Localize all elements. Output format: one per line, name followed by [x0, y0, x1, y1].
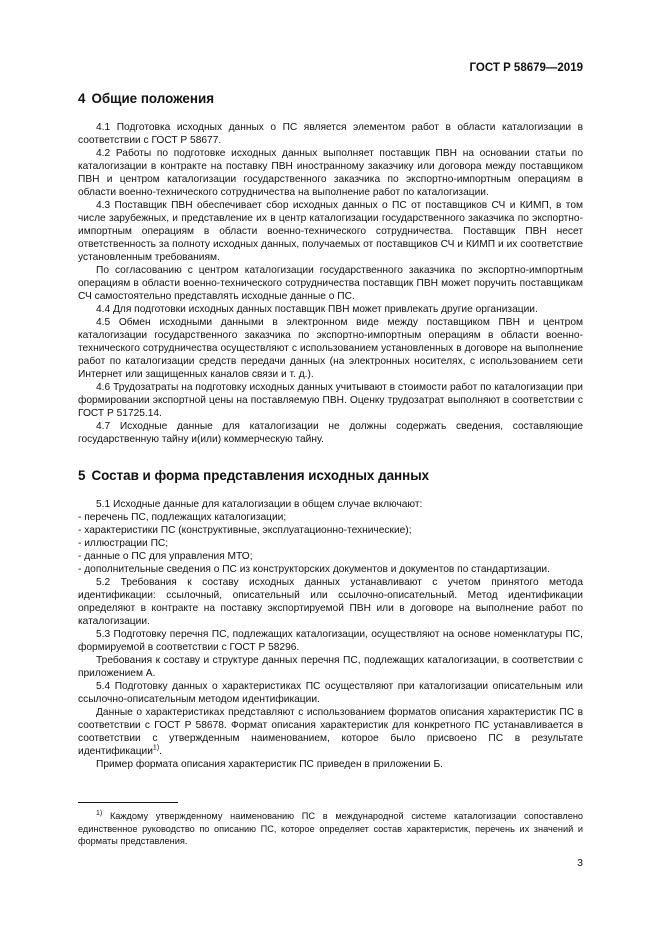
paragraph: 5.1 Исходные данные для каталогизации в общем случае включают: — [96, 499, 423, 510]
paragraph: 4.5 Обмен исходными данными в электронном виде между поставщиком ПВН и центром каталогизации государственного заказчика по экспортно-импортным операциям в области военно-технического сотрудничества осуществляют с использованием установленных в договоре на выполнение работ по каталогизации средств передачи данных (на электронных носителях, с использованием сети Интернет или защищенных каналов связи и т. д.). — [78, 317, 583, 380]
section-4-body — [78, 121, 583, 446]
list-item: - иллюстрации ПС; — [78, 538, 169, 549]
paragraph: 4.1 Подготовка исходных данных о ПС является элементом работ в области каталогизации в соответствии с ГОСТ Р 58677. — [78, 122, 583, 146]
paragraph: 4.3 Поставщик ПВН обеспечивает сбор исходных данных о ПС от поставщиков СЧ и КИМП, в том числе зарубежных, и представление их в центр каталогизации государственного заказчика по экспортно-импортным операциям в области военно-технического сотрудничества. Поставщик ПВН несет ответственность за полноту исходных данных, получаемых от поставщиков СЧ и КИМП и их соответствие установленным требованиям. — [78, 200, 583, 263]
paragraph: 5.3 Подготовку перечня ПС, подлежащих каталогизации, осуществляют на основе номенклатуры ПС, формируемой в соответствии с ГОСТ Р 58296. — [78, 629, 583, 653]
paragraph: 4.6 Трудозатраты на подготовку исходных данных учитывают в стоимости работ по каталогизации при формировании экспортной цены на поставляемую ПВН. Оценку трудозатрат выполняют в соответствии с ГОСТ Р 51725.14. — [78, 382, 583, 419]
paragraph: Требования к составу и структуре данных перечня ПС, подлежащих каталогизации, в соответствии с приложением А. — [78, 655, 583, 679]
paragraph: 5.2 Требования к составу исходных данных устанавливают с учетом принятого метода идентификации: ссылочный, описательный или ссылочно-описательный. Метод идентификации определяют в контракте на поставку экспортируемой ПВН или в договоре на выполнение работ по каталогизации. — [78, 577, 583, 627]
paragraph: 5.4 Подготовку данных о характеристиках ПС осуществляют при каталогизации описательным или ссылочно-описательным методом идентификации. — [78, 681, 583, 705]
paragraph: 4.7 Исходные данные для каталогизации не должны содержать сведения, составляющие государственную тайну и(или) коммерческую тайну. — [78, 421, 583, 445]
paragraph-text: Данные о характеристиках представляют с использованием форматов описания характеристик ПС в соответствии с ГОСТ Р 58678. Формат описания характеристик для конкретного ПС устанавливается в соответствии с утвержденным наименованием, которое было присвоено ПС в результате идентификации — [78, 707, 583, 757]
footnote-text: Каждому утвержденному наименованию ПС в международной системе каталогизации сопоставлено единственное руководство по описанию ПС, которое определяет состав характеристик, перечень их значений и форматы представления. — [78, 811, 583, 846]
list-item: - дополнительные сведения о ПС из конструкторских документов и документов по стандартизации. — [78, 564, 550, 575]
section-4-heading — [78, 90, 583, 107]
section-5-title: Состав и форма представления исходных данных — [91, 468, 430, 483]
page-number: 3 — [577, 857, 583, 869]
footnote — [78, 810, 583, 848]
section-5-body — [78, 498, 583, 771]
footnote-marker: 1) — [96, 809, 103, 817]
paragraph: По согласованию с центром каталогизации государственного заказчика по экспортно-импортным операциям в области военно-технического сотрудничества поставщик ПВН может поручить поставщикам СЧ самостоятельно представлять исходные данные о ПС. — [78, 265, 583, 302]
standard-header: ГОСТ Р 58679—2019 — [469, 62, 583, 74]
paragraph-with-footnote: Данные о характеристиках представляют с использованием форматов описания характеристик ПС в соответствии с ГОСТ Р 58678. Формат описания характеристик для конкретного ПС устанавливается в соответствии с утвержденным наименованием, которое было присвоено ПС в результате идентификации$^{1)}$. — [78, 707, 583, 757]
list-item: - данные о ПС для управления МТО; — [78, 551, 253, 562]
section-4-number: 4 — [78, 91, 86, 106]
section-5-number: 5 — [78, 468, 86, 483]
list-item: - характеристики ПС (конструктивные, эксплуатационно-технические); — [78, 525, 412, 536]
page-content — [78, 90, 583, 771]
list-item: - перечень ПС, подлежащих каталогизации; — [78, 512, 287, 523]
section-5-heading — [78, 467, 583, 484]
footnote-separator — [78, 802, 178, 803]
paragraph: Пример формата описания характеристик ПС приведен в приложении Б. — [96, 759, 443, 770]
footnote-reference[interactable]: 1) — [152, 744, 160, 752]
section-4-title: Общие положения — [91, 91, 215, 106]
paragraph: 4.2 Работы по подготовке исходных данных выполняет поставщик ПВН на основании статьи по каталогизации в контракте на поставку ПВН иностранному заказчику или договора между поставщиком ПВН и центром каталогизации государственного заказчика по экспортно-импортным операциям в области военно-технического сотрудничества на выполнение работ по каталогизации. — [78, 148, 583, 198]
paragraph: 4.4 Для подготовки исходных данных поставщик ПВН может привлекать другие организации. — [96, 304, 538, 315]
